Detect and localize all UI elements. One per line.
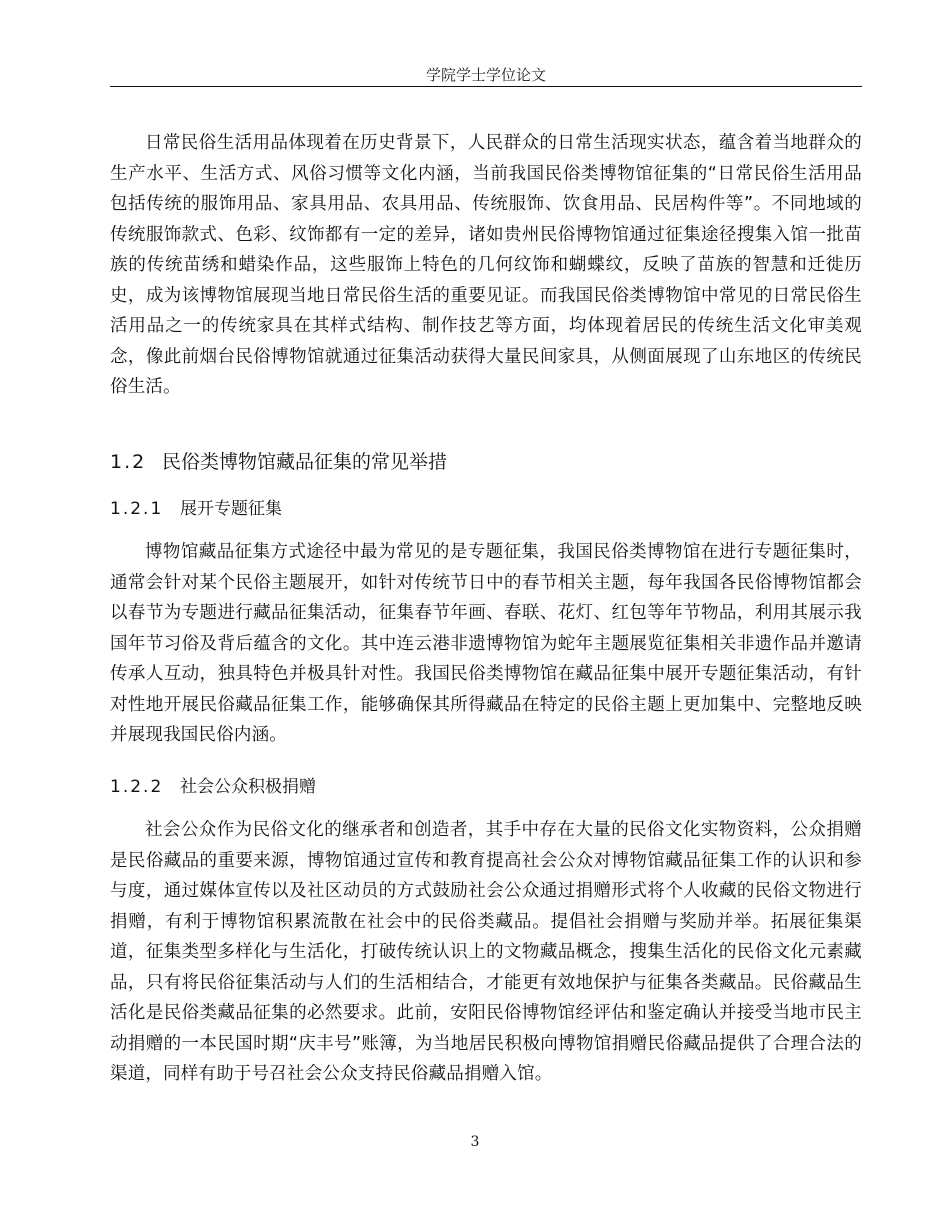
page-number: 3 bbox=[470, 1134, 480, 1150]
section-paragraph-thematic bbox=[110, 537, 862, 751]
page-header-title: 学院学士学位论文 bbox=[425, 66, 546, 84]
paragraph-daily-items: 日常民俗生活用品体现着在历史背景下，人民群众的日常生活现实状态，蕴含着当地群众的生产水平、生活方式、风俗习惯等文化内涵，当前我国民俗类博物馆征集的“日常民俗生活用品包括传统的服饰用品、家具用品、农具用品、传统服饰、饮食用品、民居构件等”。不同地域的传统服饰款式、色彩、纹饰都有一定的差异，诸如贵州民俗博物馆通过征集途径搜集入馆一批苗族的传统苗绣和蜡染作品，这些服饰上特色的几何纹饰和蝴蝶纹，反映了苗族的智慧和迁徙历史，成为该博物馆展现当地日常民俗生活的重要见证。而我国民俗类博物馆中常见的日常民俗生活用品之一的传统家具在其样式结构、制作技艺等方面，均体现着居民的传统生活文化审美观念，像此前烟台民俗博物馆就通过征集活动获得大量民间家具，从侧面展现了山东地区的传统民俗生活。 bbox=[110, 133, 862, 397]
subsection-title: 社会公众积极捐赠 bbox=[180, 777, 316, 797]
subsection-heading-1-2-1 bbox=[110, 496, 282, 522]
section-number: 1.2 bbox=[110, 451, 147, 473]
section-heading-1-2 bbox=[110, 448, 447, 476]
section-paragraph-daily-items bbox=[110, 128, 862, 403]
subsection-number: 1.2.1 bbox=[110, 499, 164, 519]
header-divider bbox=[110, 86, 862, 87]
paragraph-public-donation: 社会公众作为民俗文化的继承者和创造者，其手中存在大量的民俗文化实物资料，公众捐赠是民俗藏品的重要来源，博物馆通过宣传和教育提高社会公众对博物馆藏品征集工作的认识和参与度，通过媒体宣传以及社区动员的方式鼓励社会公众通过捐赠形式将个人收藏的民俗文物进行捐赠，有利于博物馆积累流散在社会中的民俗类藏品。提倡社会捐赠与奖励并举。拓展征集渠道，征集类型多样化与生活化，打破传统认识上的文物藏品概念，搜集生活化的民俗文化元素藏品，只有将民俗征集活动与人们的生活相结合，才能更有效地保护与征集各类藏品。民俗藏品生活化是民俗类藏品征集的必然要求。此前，安阳民俗博物馆经评估和鉴定确认并接受当地市民主动捐赠的一本民国时期“庆丰号”账簿，为当地居民积极向博物馆捐赠民俗藏品提供了合理合法的渠道，同样有助于号召社会公众支持民俗藏品捐赠入馆。 bbox=[110, 820, 862, 1084]
section-paragraph-donation bbox=[110, 815, 862, 1090]
subsection-heading-1-2-2 bbox=[110, 774, 316, 800]
subsection-title: 展开专题征集 bbox=[180, 499, 282, 519]
subsection-number: 1.2.2 bbox=[110, 777, 164, 797]
section-title: 民俗类博物馆藏品征集的常见举措 bbox=[162, 451, 448, 473]
paragraph-thematic-collection: 博物馆藏品征集方式途径中最为常见的是专题征集，我国民俗类博物馆在进行专题征集时，通常会针对某个民俗主题展开，如针对传统节日中的春节相关主题，每年我国各民俗博物馆都会以春节为专题进行藏品征集活动，征集春节年画、春联、花灯、红包等年节物品，利用其展示我国年节习俗及背后蕴含的文化。其中连云港非遗博物馆为蛇年主题展览征集相关非遗作品并邀请传承人互动，独具特色并极具针对性。我国民俗类博物馆在藏品征集中展开专题征集活动，有针对性地开展民俗藏品征集工作，能够确保其所得藏品在特定的民俗主题上更加集中、完整地反映并展现我国民俗内涵。 bbox=[110, 542, 862, 745]
